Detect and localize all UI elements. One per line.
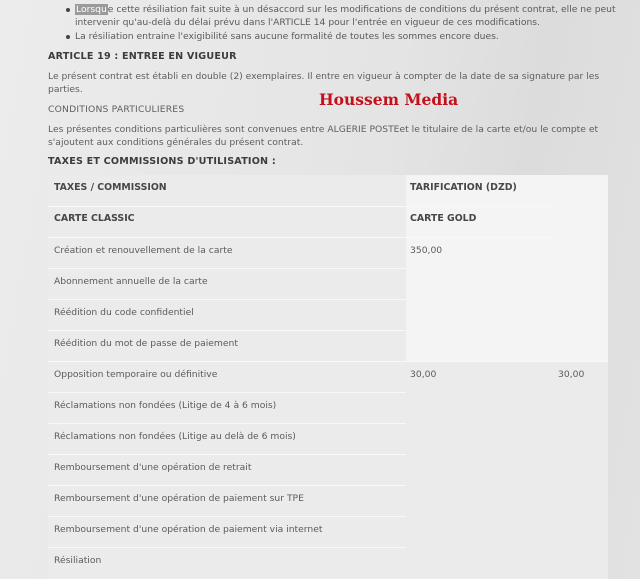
table-cell-gold: 30,00 bbox=[558, 369, 585, 380]
row-separator bbox=[48, 206, 553, 207]
table-right-panel bbox=[406, 175, 608, 362]
table-row-label: Résiliation bbox=[54, 555, 102, 566]
row-separator bbox=[48, 299, 406, 300]
table-header-tarification: TARIFICATION (DZD) bbox=[410, 182, 517, 193]
bullet-line: Lorsque cette résiliation fait suite à un désaccord sur les modifications de conditions du présent contrat, elle ne peut bbox=[76, 4, 616, 15]
row-separator bbox=[48, 423, 406, 424]
table-subheader-gold: CARTE GOLD bbox=[410, 213, 477, 224]
table-row-label: Remboursement d'une opération de paiement sur TPE bbox=[54, 493, 304, 504]
table-row-label: Réclamations non fondées (Litige au delà de 6 mois) bbox=[54, 431, 296, 442]
table-header-commission: TAXES / COMMISSION bbox=[54, 182, 167, 193]
bullet-line: La résiliation entraine l'exigibilité sans aucune formalité de toutes les sommes encore dues. bbox=[75, 31, 499, 42]
bullet-dot bbox=[66, 35, 70, 39]
row-separator bbox=[48, 454, 406, 455]
conditions-title: CONDITIONS PARTICULIERES bbox=[48, 104, 185, 115]
table-row-label: Réédition du mot de passe de paiement bbox=[54, 338, 238, 349]
article-19-title: ARTICLE 19 : ENTREE EN VIGUEUR bbox=[48, 51, 237, 62]
article-19-paragraph-line: parties. bbox=[48, 84, 83, 95]
watermark-text: Houssem Media bbox=[319, 90, 459, 109]
fees-table bbox=[48, 175, 608, 579]
table-row-label: Création et renouvellement de la carte bbox=[54, 245, 233, 256]
table-row-label: Remboursement d'une opération de retrait bbox=[54, 462, 252, 473]
table-row-label: Réclamations non fondées (Litige de 4 à 6 mois) bbox=[54, 400, 277, 411]
row-separator bbox=[48, 516, 406, 517]
table-row-label: Abonnement annuelle de la carte bbox=[54, 276, 208, 287]
row-separator bbox=[48, 361, 608, 362]
conditions-paragraph-line: Les présentes conditions particulières sont convenues entre ALGERIE POSTEet le titulaire de la carte et/ou le compte et bbox=[48, 124, 599, 135]
table-cell-classic: 350,00 bbox=[410, 245, 443, 256]
taxes-title: TAXES ET COMMISSIONS D'UTILISATION : bbox=[48, 156, 276, 167]
article-19-paragraph-line: Le présent contrat est établi en double (2) exemplaires. Il entre en vigueur à compter de la date de sa signature par les bbox=[48, 71, 600, 82]
conditions-paragraph-line: s'ajoutent aux conditions générales du présent contrat. bbox=[48, 137, 304, 148]
row-separator bbox=[48, 268, 406, 269]
row-separator bbox=[48, 330, 406, 331]
row-separator bbox=[48, 547, 406, 548]
row-separator bbox=[48, 485, 406, 486]
bullet-line-continued: intervenir qu'au-delà du délai prévu dans l'ARTICLE 14 pour l'entrée en vigueur de ces modifications. bbox=[75, 17, 541, 28]
row-separator bbox=[48, 237, 553, 238]
table-row-label: Opposition temporaire ou définitive bbox=[54, 369, 218, 380]
table-row-label: Remboursement d'une opération de paiement via internet bbox=[54, 524, 323, 535]
table-subheader-classic: CARTE CLASSIC bbox=[54, 213, 135, 224]
bullet-dot bbox=[66, 8, 70, 12]
table-cell-classic: 30,00 bbox=[410, 369, 437, 380]
table-row-label: Réédition du code confidentiel bbox=[54, 307, 194, 318]
selected-text: Lorsqu bbox=[76, 4, 107, 15]
row-separator bbox=[48, 392, 406, 393]
